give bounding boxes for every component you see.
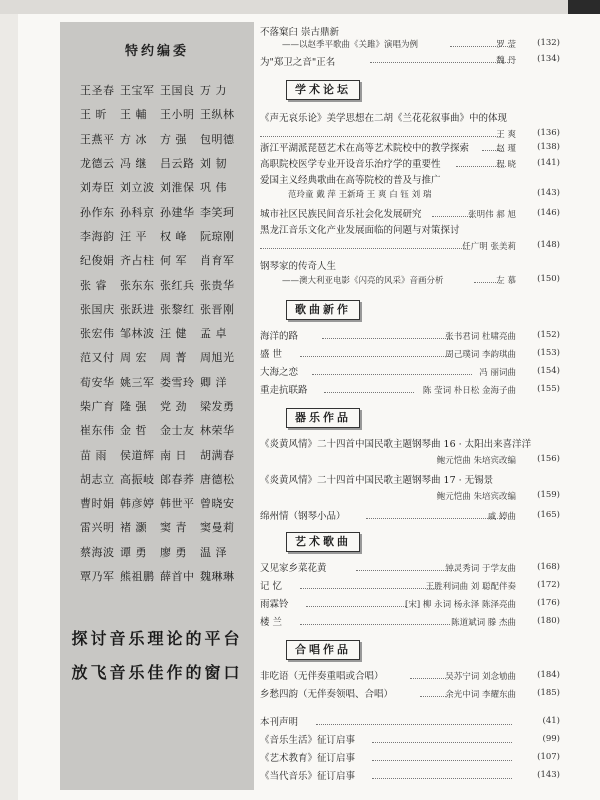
editorial-member-name: 汪 平 — [120, 229, 147, 243]
editorial-name-row — [80, 78, 250, 102]
editorial-member-name: 王小明 — [160, 108, 195, 122]
editorial-member-name: 刘 韧 — [200, 157, 227, 171]
editorial-name-row — [80, 199, 250, 223]
editorial-member-name: 张晋刚 — [200, 302, 235, 316]
editorial-member-name: 韩世平 — [160, 497, 195, 511]
toc-author: 赵 瑾 — [496, 144, 516, 154]
editorial-member-name: 范又付 — [80, 351, 115, 365]
toc-page: (165) — [537, 510, 560, 520]
editorial-member-name: 李笑珂 — [200, 205, 235, 219]
toc-page: (132) — [537, 38, 560, 48]
editorial-member-name: 蔡海波 — [80, 545, 115, 559]
toc-title: 《炎黄风情》二十四首中国民歌主题钢琴曲 17 · 无锡景 — [260, 475, 494, 486]
editorial-member-name: 方 强 — [160, 132, 187, 146]
editorial-member-name: 隆 强 — [120, 400, 147, 413]
editorial-member-name: 孟 卓 — [200, 327, 227, 341]
editorial-member-name: 周 宏 — [120, 351, 147, 365]
toc-notice: 《音乐生活》征订启事 — [260, 735, 356, 746]
toc-notice: 本刊声明 — [260, 717, 299, 728]
toc-author: 张书君词 杜啸亮曲 — [445, 332, 516, 342]
editorial-name-row — [80, 272, 250, 296]
toc-notice: 《当代音乐》征订启事 — [260, 771, 356, 782]
editorial-member-name: 周旭光 — [200, 351, 235, 365]
toc-author: 魏 丹 — [496, 56, 516, 66]
toc-title: 楼 兰 — [260, 617, 283, 628]
editorial-member-name: 苗 雨 — [80, 448, 107, 462]
editorial-member-name: 薛首中 — [160, 570, 195, 584]
editorial-name-row — [80, 175, 250, 199]
editorial-member-name: 廖 勇 — [160, 545, 187, 559]
editorial-name-row — [80, 321, 250, 345]
toc-authors-line: 范玲童 戴 萍 王新琦 王 爽 白 钰 刘 瑞 — [288, 190, 432, 200]
toc-page: (184) — [537, 670, 560, 680]
toc-page: (41) — [542, 716, 560, 726]
editorial-name-row — [80, 491, 250, 515]
editorial-member-name: 金 哲 — [120, 424, 147, 438]
toc-author: 鲍元恺曲 朱培宾改编 — [436, 492, 516, 502]
editorial-member-name: 刘立波 — [120, 181, 155, 195]
editorial-member-name: 刘寿臣 — [80, 181, 115, 195]
editorial-member-name: 南 日 — [160, 448, 187, 462]
editorial-member-name: 党 劲 — [160, 400, 187, 413]
toc-title: 雨霖铃 — [260, 599, 289, 610]
section-heading-art-songs: 艺术歌曲 — [286, 532, 360, 552]
editorial-member-name: 肖育军 — [200, 254, 235, 268]
editorial-member-name: 林荣华 — [200, 424, 235, 438]
editorial-member-name: 娄雪玲 — [160, 375, 195, 389]
toc-title: 城市社区民族民间音乐社会化发展研究 — [260, 209, 422, 220]
section-heading-instrumental: 器乐作品 — [286, 408, 360, 428]
editorial-member-name: 张 睿 — [80, 278, 107, 292]
toc-author: 钟灵秀词 于学友曲 — [445, 564, 516, 574]
editorial-member-name: 崔东伟 — [80, 424, 115, 438]
toc-notice: 《艺术教育》征订启事 — [260, 753, 356, 764]
slogan-line-1: 探讨音乐理论的平台 — [71, 629, 243, 648]
toc-author: 程 晓 — [496, 160, 516, 170]
editorial-member-name: 曾晓安 — [200, 497, 235, 511]
editorial-member-name: 王 輔 — [120, 108, 147, 122]
editorial-member-name: 汪 健 — [160, 327, 187, 341]
toc-author: 王胜利词曲 刘 聪配伴奏 — [425, 582, 516, 592]
toc-title: 钢琴家的传奇人生 — [260, 261, 337, 272]
editorial-member-name: 龙德云 — [80, 157, 115, 171]
toc-author: [宋] 柳 永词 杨永泽 陈泽亮曲 — [405, 600, 516, 610]
editorial-name-row — [80, 564, 250, 588]
toc-title: 爱国主义经典歌曲在高等院校的普及与推广 — [260, 175, 441, 186]
toc-title: 海洋的路 — [260, 331, 299, 342]
editorial-member-name: 邹林波 — [120, 327, 155, 341]
editorial-member-name: 窦 青 — [160, 521, 187, 535]
toc-page: (138) — [537, 142, 560, 152]
editorial-member-name: 柴广育 — [80, 400, 115, 413]
editorial-name-row — [80, 515, 250, 539]
editorial-member-name: 王纵林 — [200, 108, 235, 122]
editorial-member-name: 张宏伟 — [80, 327, 115, 341]
editorial-member-name: 曹时娟 — [80, 497, 115, 511]
editorial-member-name: 窦曼莉 — [200, 521, 235, 535]
toc-page: (99) — [542, 734, 560, 744]
editorial-member-name: 梁发勇 — [200, 400, 235, 413]
editorial-member-name: 权 峰 — [160, 229, 187, 243]
editorial-member-name: 纪俊娟 — [80, 254, 115, 268]
editorial-member-name: 张跃进 — [120, 302, 155, 316]
editorial-member-name: 万 力 — [200, 84, 227, 98]
toc-author: 左 慕 — [496, 276, 516, 286]
editorial-member-name: 卿 洋 — [200, 375, 227, 389]
toc-author: 余光中词 李耀东曲 — [445, 690, 516, 700]
toc-page: (141) — [537, 158, 560, 168]
editorial-name-row — [80, 540, 250, 564]
editorial-member-name: 王燕平 — [80, 132, 115, 146]
toc-page: (156) — [537, 454, 560, 464]
toc-page: (153) — [537, 348, 560, 358]
editorial-member-name: 张黎红 — [160, 302, 195, 316]
toc-author: 鲍元恺曲 朱培宾改编 — [436, 456, 516, 466]
toc-page: (172) — [537, 580, 560, 590]
toc-author: 戚 婷曲 — [487, 512, 516, 522]
toc-author: 冯 丽词曲 — [479, 368, 516, 378]
toc-page: (143) — [537, 188, 560, 198]
editorial-member-name: 张贵华 — [200, 278, 235, 292]
toc-title: 记 忆 — [260, 581, 283, 592]
editorial-member-name: 王国良 — [160, 84, 195, 98]
editorial-name-row — [80, 102, 250, 126]
toc-author: 张明伟 郝 旭 — [468, 210, 516, 220]
slogan-line-2: 放飞音乐佳作的窗口 — [71, 663, 243, 682]
toc-page: (180) — [537, 616, 560, 626]
toc-page: (152) — [537, 330, 560, 340]
editorial-name-row — [80, 418, 250, 442]
editorial-member-name: 覃乃军 — [80, 570, 115, 584]
editorial-name-row — [80, 151, 250, 175]
toc-page: (148) — [537, 240, 560, 250]
toc-page: (134) — [537, 54, 560, 64]
editorial-name-row — [80, 370, 250, 394]
toc-title: 《声无哀乐论》美学思想在二胡《兰花花叙事曲》中的体现 — [260, 113, 508, 124]
editorial-board-title: 特约编委 — [124, 44, 189, 59]
toc-author: 罗 莹 — [496, 40, 516, 50]
editorial-member-name: 吕云路 — [160, 157, 195, 171]
toc-page: (185) — [537, 688, 560, 698]
toc-title: 重走抗联路 — [260, 385, 308, 396]
toc-title: 《炎黄风情》二十四首中国民歌主题钢琴曲 16 · 太阳出来喜洋洋 — [260, 439, 532, 450]
editorial-member-name: 金士友 — [160, 424, 195, 438]
editorial-member-name: 熊祖鹏 — [120, 570, 155, 584]
toc-title: 为"郑卫之音"正名 — [260, 57, 336, 68]
editorial-member-name: 冯 继 — [120, 157, 147, 171]
toc-author: 周己璞词 李韵琪曲 — [445, 350, 516, 360]
toc-author: 陈道斌词 滕 杰曲 — [451, 618, 516, 628]
editorial-name-row — [80, 345, 250, 369]
editorial-member-name: 胡满春 — [200, 448, 235, 462]
toc-page: (159) — [537, 490, 560, 500]
editorial-member-name: 周 菁 — [160, 351, 187, 365]
toc-author: 任广明 张美莉 — [462, 242, 516, 252]
editorial-member-name: 雷兴明 — [80, 521, 115, 535]
editorial-member-name: 王 昕 — [80, 108, 107, 122]
toc-page: (107) — [537, 752, 560, 762]
toc-page: (136) — [537, 128, 560, 138]
editorial-member-name: 王宝军 — [120, 84, 155, 98]
toc-title: 盛 世 — [260, 349, 283, 360]
toc-subtitle: ——澳大利亚电影《闪亮的风采》音画分析 — [282, 276, 444, 286]
toc-title: 浙江平湖派琵琶艺术在高等艺术院校中的教学探索 — [260, 143, 470, 154]
editorial-member-name: 王圣春 — [80, 84, 115, 98]
toc-page: (154) — [537, 366, 560, 376]
editorial-member-name: 谭 勇 — [120, 545, 147, 559]
editorial-name-row — [80, 442, 250, 466]
toc-title: 又见家乡菜花黄 — [260, 563, 327, 574]
editorial-member-name: 阮琼刚 — [200, 229, 235, 243]
toc-author: 王 爽 — [496, 130, 516, 140]
editorial-name-row — [80, 394, 250, 418]
editorial-member-name: 褚 灏 — [120, 521, 147, 535]
editorial-member-name: 高振岐 — [120, 472, 155, 486]
editorial-member-name: 何 军 — [160, 254, 187, 268]
toc-page: (146) — [537, 208, 560, 218]
editorial-member-name: 孙作东 — [80, 205, 115, 219]
toc-title: 乡愁四韵（无伴奏领唱、合唱） — [260, 689, 394, 700]
editorial-member-name: 唐德松 — [200, 472, 235, 486]
editorial-member-name: 张红兵 — [160, 278, 195, 292]
editorial-member-name: 荀安华 — [80, 375, 115, 389]
section-heading-new-songs: 歌曲新作 — [286, 300, 360, 320]
editorial-name-row — [80, 467, 250, 491]
editorial-member-name: 韩彦婷 — [120, 497, 155, 511]
editorial-board-panel — [60, 22, 254, 790]
corner-dark-block — [568, 0, 600, 14]
editorial-member-name: 郎春荞 — [160, 472, 195, 486]
editorial-member-name: 魏琳琳 — [200, 570, 235, 584]
editorial-name-row — [80, 127, 250, 151]
toc-author: 吴苏宁词 刘念劬曲 — [445, 672, 516, 682]
toc-page: (168) — [537, 562, 560, 572]
editorial-name-row — [80, 248, 250, 272]
toc-title: 非吃语（无伴奏重唱或合唱） — [260, 671, 384, 682]
editorial-member-name: 方 冰 — [120, 132, 147, 146]
editorial-member-name: 包明德 — [200, 132, 235, 146]
toc-page: (155) — [537, 384, 560, 394]
toc-title: 黑龙江音乐文化产业发展面临的问题与对策探讨 — [260, 225, 460, 236]
editorial-member-name: 张东东 — [120, 278, 155, 292]
editorial-member-name: 温 泽 — [200, 545, 227, 559]
editorial-name-row — [80, 297, 250, 321]
editorial-board-names — [80, 78, 250, 588]
section-heading-academic: 学术论坛 — [286, 80, 360, 100]
toc-title: 大海之恋 — [260, 367, 299, 378]
editorial-member-name: 刘淮保 — [160, 181, 195, 195]
editorial-member-name: 孙建华 — [160, 205, 195, 219]
toc-title: 高职院校医学专业开设音乐治疗学的重要性 — [260, 159, 441, 170]
editorial-member-name: 姚三军 — [120, 375, 155, 389]
section-heading-choral: 合唱作品 — [286, 640, 360, 660]
toc-author: 陈 莹词 朴日松 金海子曲 — [422, 386, 516, 396]
toc-subtitle: ——以赵季平歌曲《关雎》演唱为例 — [282, 40, 419, 50]
editorial-member-name: 孙科京 — [120, 205, 155, 219]
toc-page: (176) — [537, 598, 560, 608]
editorial-member-name: 巩 伟 — [200, 181, 227, 195]
editorial-member-name: 张国庆 — [80, 302, 115, 316]
top-strip — [0, 0, 600, 14]
toc-title: 绵州情（钢琴小品） — [260, 511, 346, 522]
editorial-member-name: 侯道辉 — [120, 448, 155, 462]
editorial-member-name: 李海韵 — [80, 229, 115, 243]
toc-title: 不落窠臼 崇古鼎新 — [260, 27, 340, 38]
toc-page: (150) — [537, 274, 560, 284]
editorial-member-name: 齐占柱 — [120, 254, 155, 268]
toc-page: (143) — [537, 770, 560, 780]
editorial-member-name: 胡志立 — [80, 472, 115, 486]
editorial-name-row — [80, 224, 250, 248]
